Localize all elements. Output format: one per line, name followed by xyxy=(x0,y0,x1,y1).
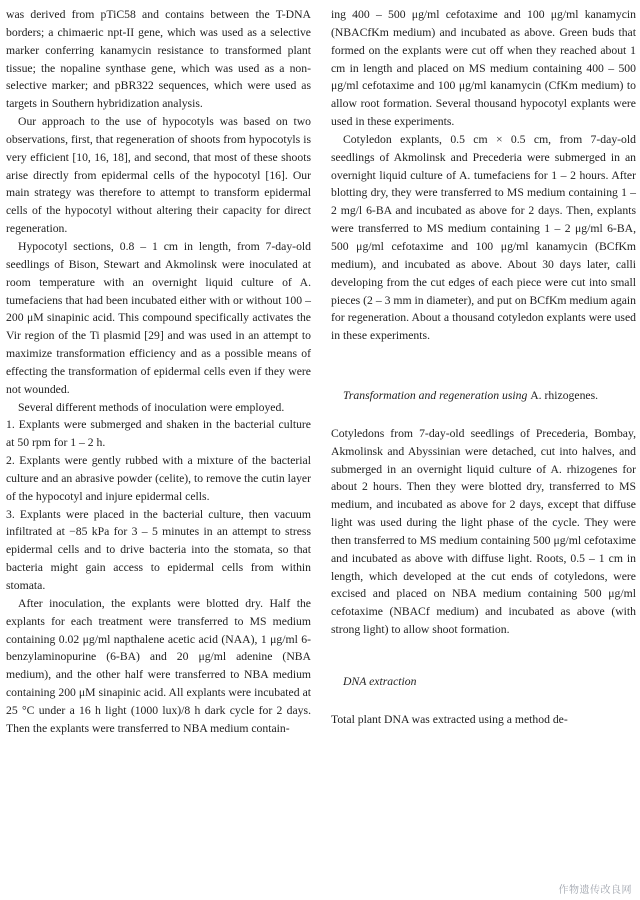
paragraph: Cotyledon explants, 0.5 cm × 0.5 cm, from 7-day-old seedlings of Akmolinsk and Precederia were submerged in an overnight liquid culture of A. tumefaciens for 1 – 2 hours. After blotting dry, they were transferred to MS medium containing 1 – 2 mg/l 6-BA and incubated as above for 2 days. Then, explants were transferred to MS medium containing 1 – 2 μg/ml 6-BA, 500 μg/ml cefotaxime and 100 μg/ml kanamycin (BCfKm medium), and incubated as above. About 30 days later, calli developing from the cut edges of each piece were cut into small pieces (2 – 3 mm in diameter), and put on BCfKm medium again for regeneration. About a thousand cotyledon explants were used in these experiments. xyxy=(331,132,636,343)
paragraph: Hypocotyl sections, 0.8 – 1 cm in length, from 7-day-old seedlings of Bison, Stewart and Akmolinsk were inoculated at room temperature with an overnight liquid culture of A. tumefaciens that had been incubated either with or without 100 – 200 μM sinapinic acid. This compound specifically activates the Vir region of the Ti plasmid [29] and was used in an attempt to maximize transformation efficiency and as a possible means of effecting the transformation of epidermal cells even if they were not wounded. xyxy=(6,239,311,396)
section-heading-organism: A. rhizogenes. xyxy=(530,389,599,403)
list-item: 2. Explants were gently rubbed with a mixture of the bacterial culture and an abrasive powder (celite), to remove the cutin layer of the hypocotyl and injure epidermal cells. xyxy=(6,454,311,503)
left-column xyxy=(6,6,311,738)
section-heading-main: Transformation and regeneration using xyxy=(343,389,531,403)
section-heading: DNA extraction xyxy=(343,675,417,688)
paragraph: was derived from pTiC58 and contains between the T-DNA borders; a chimaeric npt-II gene, which was used as a selective marker conferring kanamycin resistance to transformed plant tissue; the nopaline synthase gene, which was used as a non-selective marker; and pBR322 sequences, which were used as targets in Southern hybridization analysis. xyxy=(6,8,311,111)
list-item: 3. Explants were placed in the bacterial culture, then vacuum infiltrated at −85 kPa for 3 – 5 minutes in an attempt to stress epidermal cells and to drive bacteria into the stomata, so that bacteria might gain access to epidermal cells from within stomata. xyxy=(6,507,311,592)
watermark: 作物遗传改良网 xyxy=(558,885,632,896)
list-item: 1. Explants were submerged and shaken in the bacterial culture at 50 rpm for 1 – 2 h. xyxy=(6,418,311,450)
right-column xyxy=(331,6,636,729)
paragraph: Cotyledons from 7-day-old seedlings of Precederia, Bombay, Akmolinsk and Abyssinian were detached, cut into halves, and submerged in an overnight liquid culture of A. rhizogenes for about 2 hours. Then they were blotted dry, transferred to MS medium, and incubated as above for 2 days, except that diffuse light was used during the light phase of the cycle. They were then transferred to MS medium containing 500 μg/ml cefotaxime and incubated as above with diffuse light. Roots, 0.5 – 1 cm in length, which developed at the cut ends of cotyledons, were excised and placed on NBA medium containing 500 μg/ml cefotaxime (NBACf medium) and incubated as above (with strong light) to allow shoot formation. xyxy=(331,426,636,637)
paragraph: Our approach to the use of hypocotyls was based on two observations, first, that regeneration of shoots from hypocotyls is very efficient [10, 16, 18], and second, that most of these shoots arise directly from epidermal cells of the hypocotyl [16]. Our main strategy was therefore to attempt to transform epidermal cells of the hypocotyl without altering their capacity for direct regeneration. xyxy=(6,115,311,236)
section-heading xyxy=(331,387,636,405)
paragraph: Total plant DNA was extracted using a method de- xyxy=(331,712,568,726)
paragraph: After inoculation, the explants were blotted dry. Half the explants for each treatment were transferred to MS medium containing 0.02 μg/ml napthalene acetic acid (NAA), 1 μg/ml 6-benzylaminopurine (6-BA) and 20 μg/ml adenine (NBA medium), and the other half were transferred to NBA medium containing 200 μM sinapinic acid. All explants were incubated at 25 °C under a 16 h light (1000 lux)/8 h dark cycle for 2 days. Then the explants were transferred to NBA medium contain- xyxy=(6,596,311,735)
paragraph: ing 400 – 500 μg/ml cefotaxime and 100 μg/ml kanamycin (NBACfKm medium) and incubated as above. Green buds that formed on the explants were cut off when they reached about 1 cm in length and placed on MS medium containing 400 – 500 μg/ml cefotaxime and 100 μg/ml kanamycin (CfKm medium) to allow root formation. Several thousand hypocotyl explants were used in these experiments. xyxy=(331,8,636,129)
paragraph: Several different methods of inoculation were employed. xyxy=(18,400,285,414)
